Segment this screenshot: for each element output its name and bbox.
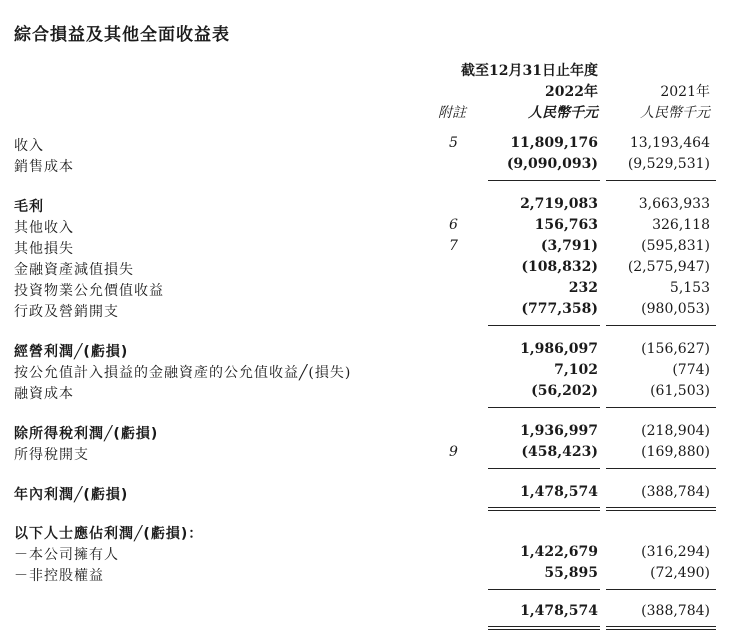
total-double-rule-bottom bbox=[488, 629, 600, 630]
subtotal-rule bbox=[606, 589, 716, 590]
unit-2022-header: 人民幣千元 bbox=[528, 105, 598, 121]
row-value-2022: 1,936,997 bbox=[520, 423, 598, 439]
row-value-2022: 11,809,176 bbox=[510, 135, 598, 151]
row-value-2022: (777,358) bbox=[521, 301, 598, 317]
row-label: 其他損失 bbox=[14, 241, 74, 257]
row-label: 毛利 bbox=[14, 199, 44, 215]
table-row bbox=[0, 565, 733, 587]
total-double-rule-bottom bbox=[606, 629, 716, 630]
row-value-2022: 156,763 bbox=[534, 217, 598, 233]
total-double-rule-top bbox=[488, 507, 600, 508]
row-value-2021: (774) bbox=[672, 362, 710, 378]
row-value-2021: (169,880) bbox=[641, 444, 710, 460]
row-label: 行政及營銷開支 bbox=[14, 304, 119, 320]
subtotal-rule bbox=[606, 407, 716, 408]
row-value-2021: (980,053) bbox=[641, 301, 710, 317]
total-double-rule-top bbox=[606, 626, 716, 627]
row-value-2022: 2,719,083 bbox=[520, 196, 598, 212]
row-note: 9 bbox=[449, 444, 458, 460]
row-value-2021: 5,153 bbox=[669, 280, 710, 296]
table-row bbox=[0, 383, 733, 405]
row-label: 收入 bbox=[14, 138, 44, 154]
row-label: 按公允值計入損益的金融資產的公允值收益╱(損失) bbox=[14, 365, 352, 381]
subtotal-rule bbox=[606, 325, 716, 326]
row-value-2022: 55,895 bbox=[544, 565, 598, 581]
table-row bbox=[0, 217, 733, 239]
period-header: 截至12月31日止年度 bbox=[461, 63, 598, 79]
row-label: 以下人士應佔利潤╱(虧損)： bbox=[14, 526, 204, 542]
row-value-2022: (3,791) bbox=[540, 238, 598, 254]
row-value-2022: 7,102 bbox=[554, 362, 598, 378]
row-value-2022: (56,202) bbox=[531, 383, 598, 399]
row-label: 銷售成本 bbox=[14, 159, 74, 175]
row-value-2021: (595,831) bbox=[641, 238, 710, 254]
row-value-2022: (108,832) bbox=[521, 259, 598, 275]
table-row bbox=[0, 156, 733, 178]
table-row bbox=[0, 484, 733, 506]
subtotal-rule bbox=[488, 407, 600, 408]
subtotal-rule bbox=[488, 468, 600, 469]
row-label: 年內利潤╱(虧損) bbox=[14, 487, 129, 503]
row-value-2021: (156,627) bbox=[641, 341, 710, 357]
row-label: 投資物業公允價值收益 bbox=[14, 283, 164, 299]
total-double-rule-top bbox=[606, 507, 716, 508]
row-value-2021: (388,784) bbox=[641, 603, 710, 619]
table-row bbox=[0, 135, 733, 157]
row-value-2022: (458,423) bbox=[521, 444, 598, 460]
table-row bbox=[0, 196, 733, 218]
table-row bbox=[0, 341, 733, 363]
row-value-2021: (72,490) bbox=[650, 565, 710, 581]
table-row bbox=[0, 362, 733, 384]
subtotal-rule bbox=[606, 468, 716, 469]
row-value-2021: (2,575,947) bbox=[627, 259, 710, 275]
row-label: 其他收入 bbox=[14, 220, 74, 236]
subtotal-rule bbox=[606, 180, 716, 181]
total-double-rule-bottom bbox=[488, 510, 600, 511]
table-row bbox=[0, 603, 733, 625]
row-value-2021: (9,529,531) bbox=[627, 156, 710, 172]
row-note: 7 bbox=[449, 238, 458, 254]
row-label: －本公司擁有人 bbox=[14, 547, 119, 563]
row-value-2022: 1,422,679 bbox=[520, 544, 598, 560]
row-note: 6 bbox=[449, 217, 458, 233]
row-value-2022: 1,986,097 bbox=[520, 341, 598, 357]
table-row bbox=[0, 238, 733, 260]
row-value-2021: (61,503) bbox=[650, 383, 710, 399]
statement-title: 綜合損益及其他全面收益表 bbox=[14, 25, 230, 45]
table-row bbox=[0, 544, 733, 566]
table-row bbox=[0, 444, 733, 466]
note-column-header: 附註 bbox=[438, 105, 466, 121]
year-2021-header: 2021年 bbox=[660, 84, 710, 100]
table-row bbox=[0, 301, 733, 323]
row-value-2022: (9,090,093) bbox=[506, 156, 598, 172]
row-label: －非控股權益 bbox=[14, 568, 104, 584]
row-value-2021: (388,784) bbox=[641, 484, 710, 500]
row-value-2021: 326,118 bbox=[652, 217, 710, 233]
subtotal-rule bbox=[488, 180, 600, 181]
table-row bbox=[0, 259, 733, 281]
subtotal-rule bbox=[488, 325, 600, 326]
row-value-2022: 232 bbox=[568, 280, 598, 296]
row-value-2021: 13,193,464 bbox=[629, 135, 710, 151]
table-row bbox=[0, 523, 733, 545]
row-value-2021: 3,663,933 bbox=[638, 196, 710, 212]
row-label: 經營利潤╱(虧損) bbox=[14, 344, 129, 360]
row-value-2021: (218,904) bbox=[641, 423, 710, 439]
row-value-2022: 1,478,574 bbox=[520, 603, 598, 619]
total-double-rule-bottom bbox=[606, 510, 716, 511]
year-2022-header: 2022年 bbox=[545, 84, 598, 100]
total-double-rule-top bbox=[488, 626, 600, 627]
subtotal-rule bbox=[488, 589, 600, 590]
table-row bbox=[0, 280, 733, 302]
row-value-2021: (316,294) bbox=[641, 544, 710, 560]
row-note: 5 bbox=[449, 135, 458, 151]
row-label: 所得稅開支 bbox=[14, 447, 89, 463]
row-label: 金融資產減值損失 bbox=[14, 262, 134, 278]
row-label: 除所得稅利潤╱(虧損) bbox=[14, 426, 159, 442]
row-label: 融資成本 bbox=[14, 386, 74, 402]
row-value-2022: 1,478,574 bbox=[520, 484, 598, 500]
unit-2021-header: 人民幣千元 bbox=[640, 105, 710, 121]
table-row bbox=[0, 423, 733, 445]
